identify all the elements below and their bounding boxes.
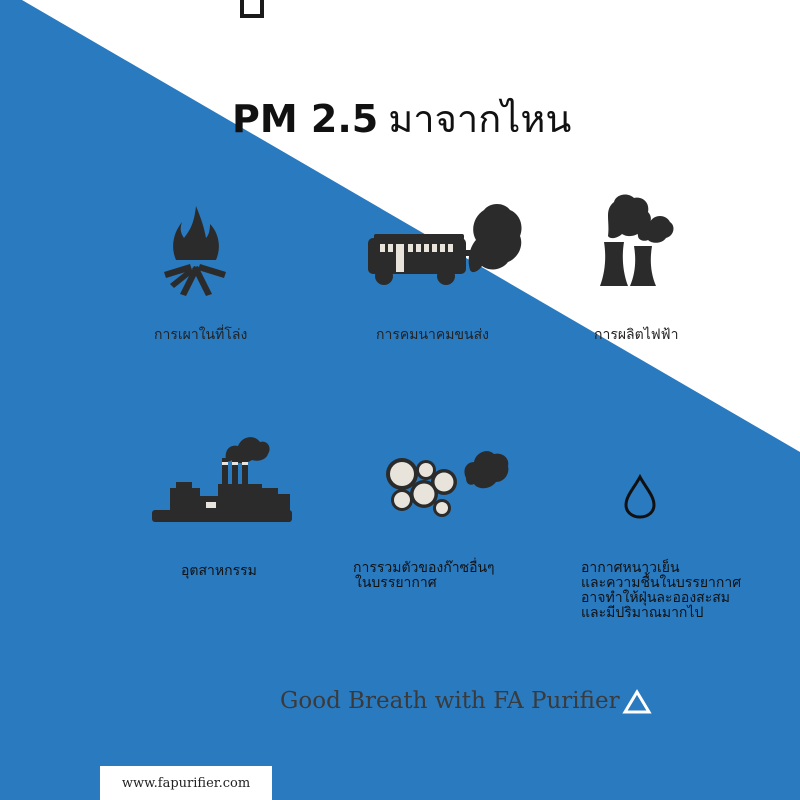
page-title [232, 88, 571, 149]
website-badge[interactable] [100, 766, 272, 800]
title-en: PM 2.5 [232, 97, 379, 141]
label-power-generation: การผลิตไฟฟ้า [594, 327, 679, 343]
gas-particles-icon [386, 442, 510, 518]
water-drop-icon [622, 474, 658, 520]
label-open-burning: การเผาในที่โล่ง [154, 327, 248, 343]
title-th: มาจากไหน [388, 97, 572, 141]
power-plant-icon [598, 190, 678, 290]
factory-icon [150, 430, 292, 522]
label-line: ในบรรยากาศ [355, 575, 437, 591]
tagline: Good Breath with FA Purifier [280, 688, 620, 714]
label-line: และมีปริมาณมากไป [581, 605, 704, 621]
website-url[interactable]: www.fapurifier.com [121, 775, 251, 791]
top-frame-mark [240, 0, 264, 18]
bus-smoke-icon [366, 200, 526, 288]
label-line: และความชื้นในบรรยากาศ [581, 575, 742, 591]
label-line: การรวมตัวของก๊าซอื่นๆ [353, 560, 495, 576]
campfire-icon [160, 202, 232, 298]
label-gas-combination [353, 561, 495, 591]
label-transportation: การคมนาคมขนส่ง [376, 327, 489, 343]
label-industry: อุตสาหกรรม [181, 563, 257, 579]
triangle-logo-icon [622, 689, 652, 715]
label-line: อากาศหนาวเย็น [581, 560, 680, 576]
label-cold-weather [581, 561, 741, 621]
label-line: อาจทำให้ฝุ่นละอองสะสม [581, 590, 730, 606]
